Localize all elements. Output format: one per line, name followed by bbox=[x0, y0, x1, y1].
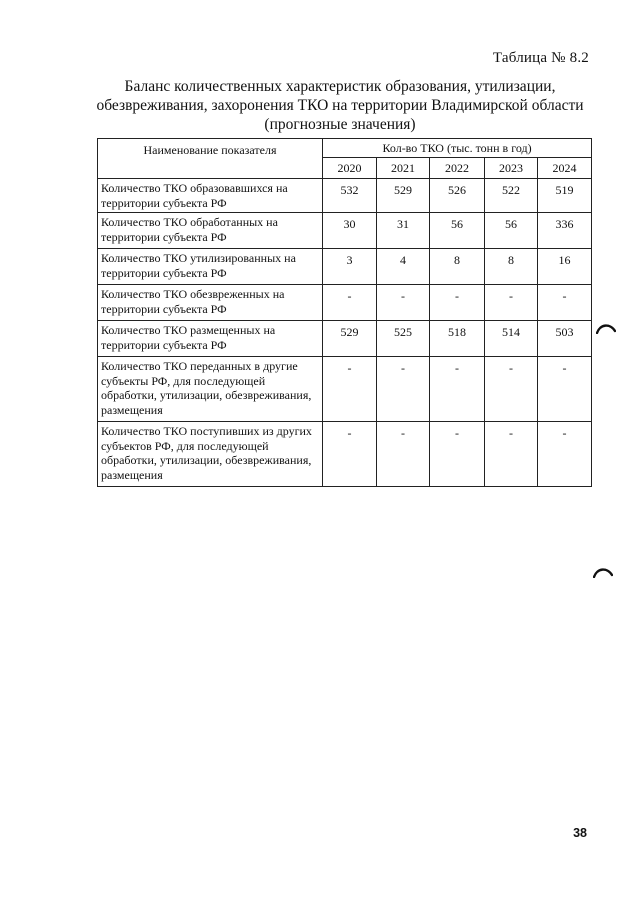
row-value: 525 bbox=[377, 321, 430, 357]
header-year: 2021 bbox=[377, 158, 430, 179]
table-row bbox=[98, 213, 592, 249]
header-year: 2022 bbox=[430, 158, 485, 179]
row-label: Количество ТКО образовавшихся на территории субъекта РФ bbox=[98, 179, 323, 213]
row-value: - bbox=[430, 422, 485, 487]
title-line-2: обезвреживания, захоронения ТКО на территории Владимирской области bbox=[96, 97, 584, 114]
row-label: Количество ТКО поступивших из других субъектов РФ, для последующей обработки, утилизации, обезвреживания, размещения bbox=[98, 422, 323, 487]
header-year: 2024 bbox=[538, 158, 592, 179]
row-value: 8 bbox=[485, 249, 538, 285]
table-row bbox=[98, 285, 592, 321]
header-quantity-group: Кол-во ТКО (тыс. тонн в год) bbox=[323, 139, 592, 158]
document-title bbox=[80, 77, 600, 134]
row-value: 3 bbox=[323, 249, 377, 285]
row-value: - bbox=[323, 357, 377, 422]
row-value: 56 bbox=[430, 213, 485, 249]
row-label: Количество ТКО переданных в другие субъекты РФ, для последующей обработки, утилизации, обезвреживания, размещения bbox=[98, 357, 323, 422]
row-value: 526 bbox=[430, 179, 485, 213]
row-value: - bbox=[485, 357, 538, 422]
row-value: 16 bbox=[538, 249, 592, 285]
row-value: 522 bbox=[485, 179, 538, 213]
row-label: Количество ТКО размещенных на территории субъекта РФ bbox=[98, 321, 323, 357]
title-line-3: (прогнозные значения) bbox=[264, 116, 416, 133]
row-value: - bbox=[377, 422, 430, 487]
header-indicator-name: Наименование показателя bbox=[98, 139, 323, 179]
row-value: - bbox=[377, 285, 430, 321]
row-label: Количество ТКО утилизированных на территории субъекта РФ bbox=[98, 249, 323, 285]
table-row bbox=[98, 422, 592, 487]
row-value: - bbox=[323, 422, 377, 487]
row-value: - bbox=[323, 285, 377, 321]
row-value: - bbox=[538, 422, 592, 487]
table-row bbox=[98, 179, 592, 213]
table-row bbox=[98, 357, 592, 422]
row-value: 8 bbox=[430, 249, 485, 285]
header-year: 2020 bbox=[323, 158, 377, 179]
balance-table bbox=[97, 138, 592, 487]
row-value: 519 bbox=[538, 179, 592, 213]
title-line-1: Баланс количественных характеристик образования, утилизации, bbox=[124, 78, 556, 95]
row-value: - bbox=[430, 285, 485, 321]
row-value: - bbox=[485, 285, 538, 321]
row-value: - bbox=[430, 357, 485, 422]
row-value: 532 bbox=[323, 179, 377, 213]
row-value: 518 bbox=[430, 321, 485, 357]
row-value: 529 bbox=[323, 321, 377, 357]
row-value: - bbox=[538, 357, 592, 422]
table-header-row bbox=[98, 139, 592, 158]
row-value: 529 bbox=[377, 179, 430, 213]
row-value: 503 bbox=[538, 321, 592, 357]
row-value: 336 bbox=[538, 213, 592, 249]
table-row bbox=[98, 249, 592, 285]
table-row bbox=[98, 321, 592, 357]
row-label: Количество ТКО обработанных на территории субъекта РФ bbox=[98, 213, 323, 249]
row-value: - bbox=[538, 285, 592, 321]
row-value: - bbox=[485, 422, 538, 487]
row-value: 31 bbox=[377, 213, 430, 249]
row-value: 514 bbox=[485, 321, 538, 357]
row-value: - bbox=[377, 357, 430, 422]
row-value: 30 bbox=[323, 213, 377, 249]
binding-hole-mark bbox=[596, 322, 616, 334]
table-number: Таблица № 8.2 bbox=[492, 50, 589, 66]
row-label: Количество ТКО обезвреженных на территории субъекта РФ bbox=[98, 285, 323, 321]
binding-hole-mark bbox=[593, 566, 613, 578]
row-value: 56 bbox=[485, 213, 538, 249]
header-year: 2023 bbox=[485, 158, 538, 179]
page-number: 38 bbox=[573, 826, 587, 840]
row-value: 4 bbox=[377, 249, 430, 285]
